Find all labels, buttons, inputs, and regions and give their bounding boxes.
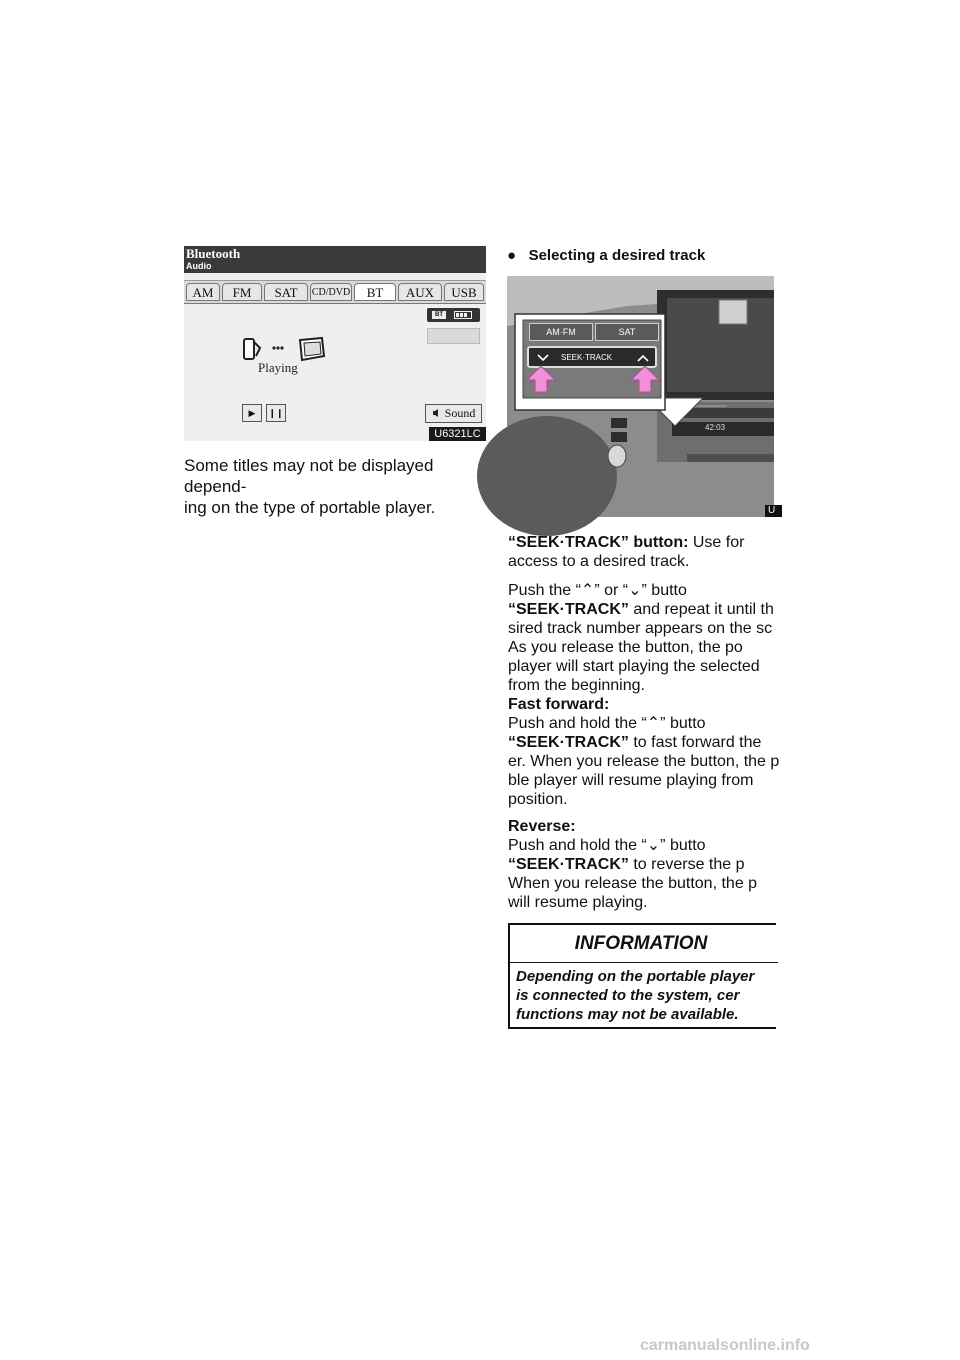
paragraph-text: to fast forward the [628,734,762,751]
blank-button[interactable] [427,328,480,344]
bluetooth-audio-screen [184,246,486,441]
paragraph-line: ble player will resume playing from [508,772,754,789]
information-line: Depending on the portable player [516,968,755,985]
tab-sat[interactable]: SAT [264,283,308,301]
screen-header [184,246,486,273]
paragraph-line: will resume playing. [508,894,648,911]
seek-track-term: “SEEK·TRACK” [508,856,629,873]
chevron-down-icon [537,354,549,362]
dashboard-photo [507,276,774,517]
tab-usb[interactable]: USB [444,283,484,301]
figure-code: U [765,505,782,517]
tab-bt[interactable]: BT [354,283,396,301]
reverse-paragraph [508,817,774,912]
seek-track-term: “SEEK·TRACK” [508,734,629,751]
figure-code: U6321LC [429,427,486,441]
battery-icon [454,311,472,319]
paragraph-line: player will start playing the selected [508,658,760,675]
fast-forward-paragraph [508,695,780,809]
paragraph-line: access to a desired track. [508,553,690,570]
push-instructions-paragraph [508,581,774,695]
clock-display: 42:03 [705,423,726,432]
information-box [508,923,776,1029]
paragraph-line: Push and hold the “⌄” butto [508,837,706,854]
bt-badge: BT [432,311,446,319]
pause-icon: ❙❙ [268,408,284,418]
seek-track-paragraph [508,533,774,571]
information-line: functions may not be available. [516,1006,739,1023]
speaker-icon [432,406,445,420]
paragraph-line: Push and hold the “⌃” butto [508,715,706,732]
note-line: ing on the type of portable player. [184,498,436,517]
information-line: is connected to the system, cer [516,987,740,1004]
pause-button[interactable] [266,404,286,422]
information-title: INFORMATION [574,933,708,954]
section-heading [507,247,705,264]
play-button[interactable] [242,404,262,422]
paragraph-text: to reverse the p [628,856,745,873]
paragraph-line: sired track number appears on the sc [508,620,773,637]
play-icon: ▶ [248,408,256,418]
am-fm-button[interactable]: AM·FM [529,323,593,341]
tab-fm[interactable]: FM [222,283,262,301]
tab-aux[interactable]: AUX [398,283,442,301]
seek-track-label: SEEK·TRACK [561,353,613,362]
head-unit-icon [300,338,324,360]
source-tab-bar [184,280,486,304]
note-line: Some titles may not be displayed depend- [184,456,434,496]
screen-subtitle: Audio [186,261,212,271]
portable-player-icon [244,339,260,359]
paragraph-text: and repeat it until th [628,601,774,618]
pointer-arrow-icon [521,364,561,394]
paragraph-text: Use for [688,534,745,551]
screen-title: Bluetooth [186,246,241,261]
paragraph-line: When you release the button, the p [508,875,758,892]
note-paragraph [184,455,494,518]
playback-status: Playing [258,360,298,375]
fast-forward-heading: Fast forward: [508,696,610,713]
bullet-icon: ● [507,247,517,264]
connection-dots-icon [272,346,283,349]
pointer-arrow-icon [625,364,665,394]
watermark: carmanualsonline.info [640,1337,810,1354]
reverse-heading: Reverse: [508,818,576,835]
seek-track-term: “SEEK·TRACK” [508,601,629,618]
tab-am[interactable]: AM [186,283,220,301]
sound-label: Sound [444,406,476,420]
paragraph-line: from the beginning. [508,677,645,694]
paragraph-line: Push the “⌃” or “⌄” butto [508,582,687,599]
information-body [516,967,778,1024]
bt-connection-indicator [427,308,480,322]
section-heading-text: Selecting a desired track [528,247,706,264]
paragraph-line: As you release the button, the po [508,639,743,656]
chevron-up-icon [637,354,649,362]
paragraph-line: er. When you release the button, the p [508,753,780,770]
sat-button[interactable]: SAT [595,323,659,341]
information-divider [510,962,778,963]
seek-track-term: “SEEK·TRACK” button: [508,534,689,551]
tab-cd-dvd[interactable]: CD/DVD [310,283,352,301]
sound-button[interactable] [425,404,482,423]
paragraph-line: position. [508,791,568,808]
